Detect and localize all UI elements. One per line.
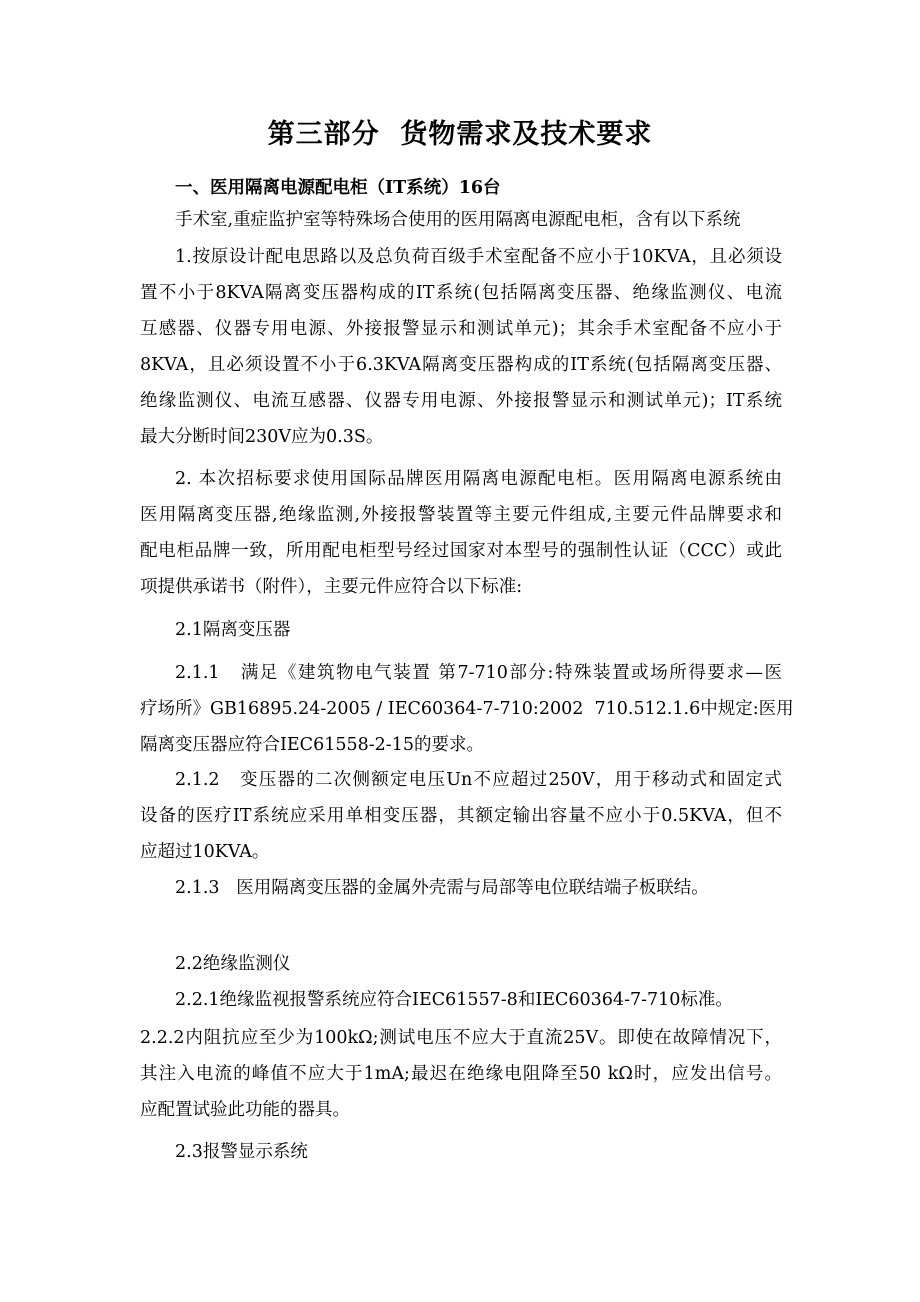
- subheading-2-1: 2.1隔离变压器: [175, 620, 291, 640]
- p2-line: 配电柜品牌一致，所用配电柜型号经过国家对本型号的强制性认证（CCC）或此: [140, 541, 782, 561]
- p1-line: 绝缘监测仪、电流互感器、仪器专用电源、外接报警显示和测试单元)；IT系统: [140, 391, 782, 411]
- subheading-2-3: 2.3报警显示系统: [175, 1142, 308, 1162]
- p2-line: 医用隔离变压器,绝缘监测,外接报警装置等主要元件组成,主要元件品牌要求和: [140, 505, 782, 525]
- p222-line: 2.2.2内阻抗应至少为100kΩ;测试电压不应大于直流25V。即使在故障情况下，: [140, 1028, 782, 1048]
- subheading-2-2: 2.2绝缘监测仪: [175, 954, 291, 974]
- p212-line: 2.1.2 变压器的二次侧额定电压Un不应超过250V，用于移动式和固定式: [175, 770, 782, 790]
- section-heading: 一、医用隔离电源配电柜（IT系统）16台: [175, 178, 501, 198]
- p212-line: 设备的医疗IT系统应采用单相变压器，其额定输出容量不应小于0.5KVA，但不: [140, 806, 782, 826]
- p211-line: 疗场所》GB16895.24-2005 / IEC60364-7-710:2002 710.512.1.6中规定:医用: [140, 699, 794, 719]
- p2-line: 2. 本次招标要求使用国际品牌医用隔离电源配电柜。医用隔离电源系统由: [175, 469, 782, 489]
- p221-line: 2.2.1绝缘监视报警系统应符合IEC61557-8和IEC60364-7-710标准。: [175, 990, 733, 1010]
- p222-line: 应配置试验此功能的器具。: [140, 1100, 350, 1120]
- intro-paragraph: 手术室,重症监护室等特殊场合使用的医用隔离电源配电柜，含有以下系统: [175, 210, 741, 230]
- document-title: 第三部分 货物需求及技术要求: [267, 119, 653, 150]
- p1-line: 1.按原设计配电思路以及总负荷百级手术室配备不应小于10KVA，且必须设: [175, 247, 782, 267]
- p2-line: 项提供承诺书（附件），主要元件应符合以下标准:: [140, 577, 523, 597]
- p222-line: 其注入电流的峰值不应大于1mA;最迟在绝缘电阻降至50 kΩ时，应发出信号。: [140, 1064, 782, 1084]
- p1-line: 8KVA，且必须设置不小于6.3KVA隔离变压器构成的IT系统(包括隔离变压器、: [140, 355, 782, 375]
- p211-line: 2.1.1 满足《建筑物电气装置 第7-710部分:特殊装置或场所得要求—医: [175, 663, 782, 683]
- p1-line: 置不小于8KVA隔离变压器构成的IT系统(包括隔离变压器、绝缘监测仪、电流: [140, 283, 782, 303]
- p211-line: 隔离变压器应符合IEC61558-2-15的要求。: [140, 735, 484, 755]
- p1-line: 互感器、仪器专用电源、外接报警显示和测试单元)；其余手术室配备不应小于: [140, 319, 782, 339]
- p213-line: 2.1.3 医用隔离变压器的金属外壳需与局部等电位联结端子板联结。: [175, 878, 709, 898]
- p212-line: 应超过10KVA。: [140, 842, 270, 862]
- p1-line: 最大分断时间230V应为0.3S。: [140, 427, 384, 447]
